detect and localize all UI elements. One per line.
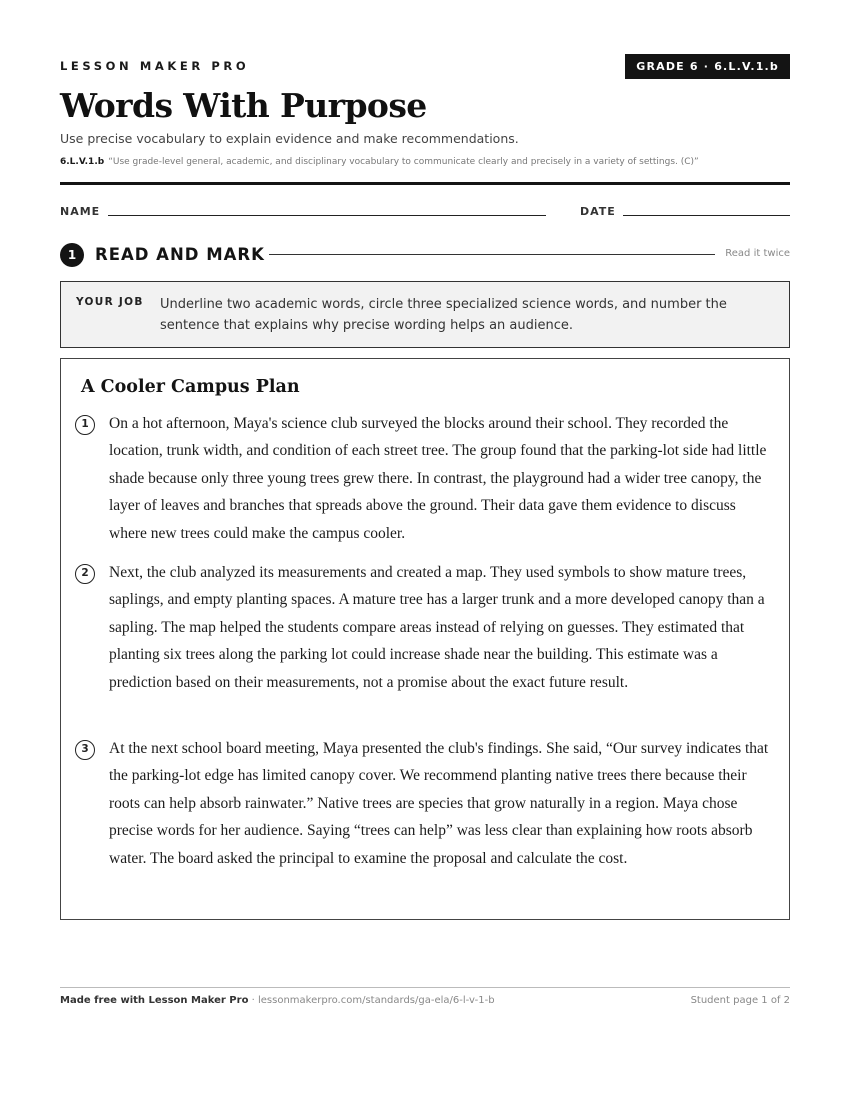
brand-name: LESSON MAKER PRO [60,59,250,73]
footer-credit [60,995,495,1006]
paragraph-text: At the next school board meeting, Maya presented the club's findings. She said, “Our survey indicates that the parking-lot edge has limited canopy cover. We recommend planting native trees there because their roots can help absorb rainwater.” Native trees are species that grow naturally in a region. Maya chose precise words for her audience. Saying “trees can help” was less clear than explaining how roots absorb water. The board asked the principal to examine the proposal and calculate the cost. [109,740,769,867]
passage-title: A Cooler Campus Plan [81,377,300,397]
paragraph-number: 1 [75,415,95,435]
header-divider [60,182,790,185]
section-title: READ AND MARK [95,245,265,264]
section-note: Read it twice [725,248,790,259]
paragraph-text: Next, the club analyzed its measurements and created a map. They used symbols to show mature trees, saplings, and empty planting spaces. A mature tree has a larger trunk and a more developed canopy than a sapling. The map helped the students compare areas instead of relying on guesses. They estimated that planting six trees along the parking lot could increase shade near the building. This estimate was a prediction based on their measurements, not a promise about the exact future result. [109,564,765,691]
page-indicator: Student page 1 of 2 [690,995,790,1006]
grade-badge: GRADE 6 · 6.L.V.1.b [625,54,790,79]
page-title: Words With Purpose [60,86,427,125]
footer-divider [60,987,790,988]
name-label: NAME [60,205,101,218]
section-number-badge: 1 [60,243,84,267]
worksheet-page [60,0,790,1100]
instructions-box [60,281,790,348]
instructions-text: Underline two academic words, circle three specialized science words, and number the sentence that explains why precise wording helps an audience. [160,297,727,333]
footer-separator: · [248,995,258,1006]
page-subtitle: Use precise vocabulary to explain evidence and make recommendations. [60,131,519,146]
instructions-label: YOUR JOB [76,296,144,308]
paragraph-number: 2 [75,564,95,584]
standard-line [60,157,699,167]
section-divider [269,254,715,255]
paragraph-number: 3 [75,740,95,760]
footer-url[interactable]: lessonmakerpro.com/standards/ga-ela/6-l-v-1-b [257,995,495,1006]
paragraph-text: On a hot afternoon, Maya's science club surveyed the blocks around their school. They recorded the location, trunk width, and condition of each street tree. The group found that the parking-lot side had little shade because only three young trees grew there. In contrast, the playground had a wider tree canopy, the layer of leaves and branches that spreads above the ground. Their data gave them evidence to discuss where new trees could make the campus cooler. [109,415,767,542]
standard-text: “Use grade-level general, academic, and disciplinary vocabulary to communicate clearly and precisely in a variety of settings. (C)” [108,157,699,167]
footer-made-with: Made free with Lesson Maker Pro [60,995,249,1006]
reading-passage [60,358,790,920]
date-label: DATE [580,205,616,218]
standard-code: 6.L.V.1.b [60,157,105,167]
name-field[interactable] [108,215,546,216]
date-field[interactable] [623,215,790,216]
